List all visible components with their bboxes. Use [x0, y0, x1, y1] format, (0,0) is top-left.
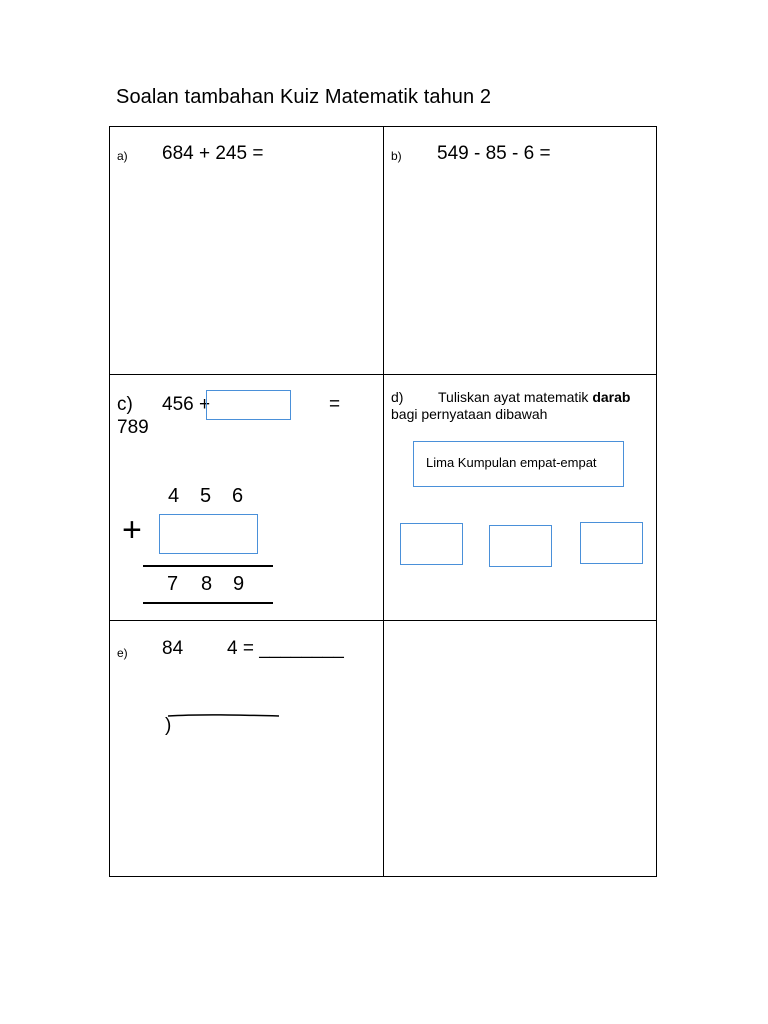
column-top-digit: 6 [232, 485, 244, 507]
statement-text: Lima Kumpulan empat-empat [426, 455, 597, 470]
column-top-digit: 5 [200, 485, 212, 507]
grid-row-divider-1 [110, 374, 656, 375]
answer-box-1[interactable] [400, 523, 463, 565]
grid-row-divider-2 [110, 620, 656, 621]
grid-vertical-divider [383, 127, 384, 876]
question-a-label: a) [117, 149, 128, 163]
question-a-expression: 684 + 245 = [162, 143, 264, 164]
question-b-expression: 549 - 85 - 6 = [437, 143, 551, 164]
question-e-expression: 4 = ________ [227, 638, 344, 659]
column-rule-bottom [143, 602, 273, 604]
statement-box [413, 441, 624, 487]
column-bottom-digit: 8 [201, 573, 213, 595]
question-e-dividend: 84 [162, 638, 184, 659]
question-d-instruction-line2: bagi pernyataan dibawah [391, 406, 548, 422]
column-bottom-digit: 7 [167, 573, 179, 595]
question-c-expression-left: 456 + [162, 394, 211, 415]
answer-box-2[interactable] [489, 525, 552, 567]
column-addend-box[interactable] [159, 514, 258, 554]
question-grid [109, 126, 657, 877]
answer-box-3[interactable] [580, 522, 643, 564]
plus-operator: + [122, 511, 142, 549]
question-d-keyword: darab [592, 389, 631, 405]
column-top-digit: 4 [168, 485, 180, 507]
question-c-equals: = [329, 394, 341, 415]
column-bottom-digit: 9 [233, 573, 245, 595]
question-b-label: b) [391, 149, 402, 163]
question-d-instruction-text: Tuliskan ayat matematik [438, 389, 589, 405]
long-division-bracket-icon [160, 707, 285, 742]
question-d-instruction [438, 389, 630, 406]
question-c-answer-box[interactable] [206, 390, 291, 420]
question-c-result: 789 [117, 417, 149, 438]
worksheet-title: Soalan tambahan Kuiz Matematik tahun 2 [116, 86, 492, 108]
question-d-label: d) [391, 389, 404, 405]
column-rule-top [143, 565, 273, 567]
question-c-label: c) [117, 394, 133, 415]
question-e-label: e) [117, 646, 128, 660]
division-bracket-mark: ) [165, 715, 172, 736]
